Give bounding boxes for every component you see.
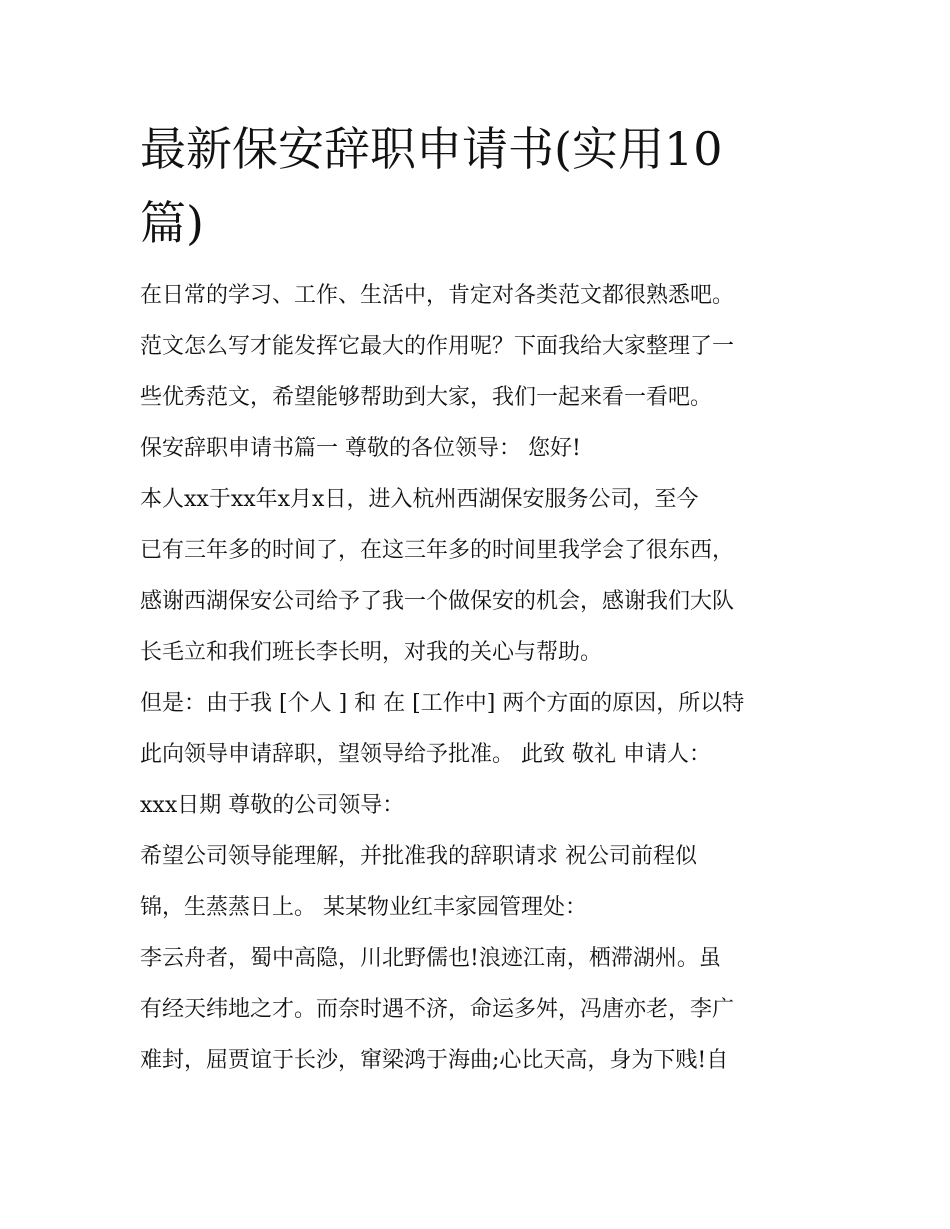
text-line: 此向领导申请辞职，望领导给予批准。 此致 敬礼 申请人：	[140, 742, 711, 767]
paragraph-heading-one	[140, 423, 820, 474]
text-line: 但是：由于我 [个人 ] 和 在 [工作中] 两个方面的原因，所以特	[140, 691, 745, 716]
text-line: 已有三年多的时间了，在这三年多的时间里我学会了很东西，	[140, 538, 735, 563]
document-body	[140, 112, 820, 1086]
text-line: 李云舟者，蜀中高隐，川北野儒也!浪迹江南，栖滞湖州。虽	[140, 946, 721, 971]
text-line: 有经天纬地之才。而奈时遇不济，命运多舛，冯唐亦老，李广	[140, 997, 735, 1022]
paragraph-body-two	[140, 678, 820, 831]
text-line: 保安辞职申请书篇一 尊敬的各位领导： 您好!	[140, 436, 581, 461]
paragraph-body-three	[140, 831, 820, 933]
text-line: 难封，屈贾谊于长沙，窜梁鸿于海曲;心比天高，身为下贱!自	[140, 1048, 729, 1073]
text-line: 本人xx于xx年x月x日，进入杭州西湖保安服务公司，至今	[140, 487, 699, 512]
title-line: 最新保安辞职申请书(实用10	[140, 122, 723, 176]
text-line: 长毛立和我们班长李长明，对我的关心与帮助。	[140, 640, 603, 665]
paragraph-intro	[140, 270, 820, 423]
text-line: 在日常的学习、工作、生活中，肯定对各类范文都很熟悉吧。	[140, 283, 735, 308]
document-title	[140, 112, 820, 260]
text-line: xxx日期 尊敬的公司领导：	[140, 793, 405, 818]
text-line: 范文怎么写才能发挥它最大的作用呢？下面我给大家整理了一	[140, 334, 735, 359]
paragraph-body-four	[140, 933, 820, 1086]
text-line: 感谢西湖保安公司给予了我一个做保安的机会，感谢我们大队	[140, 589, 735, 614]
text-line: 锦，生蒸蒸日上。 某某物业红丰家园管理处：	[140, 895, 587, 920]
paragraph-body-one	[140, 474, 820, 678]
text-line: 希望公司领导能理解，并批准我的辞职请求 祝公司前程似	[140, 844, 697, 869]
text-line: 些优秀范文，希望能够帮助到大家，我们一起来看一看吧。	[140, 385, 713, 410]
title-line: 篇)	[140, 196, 204, 250]
